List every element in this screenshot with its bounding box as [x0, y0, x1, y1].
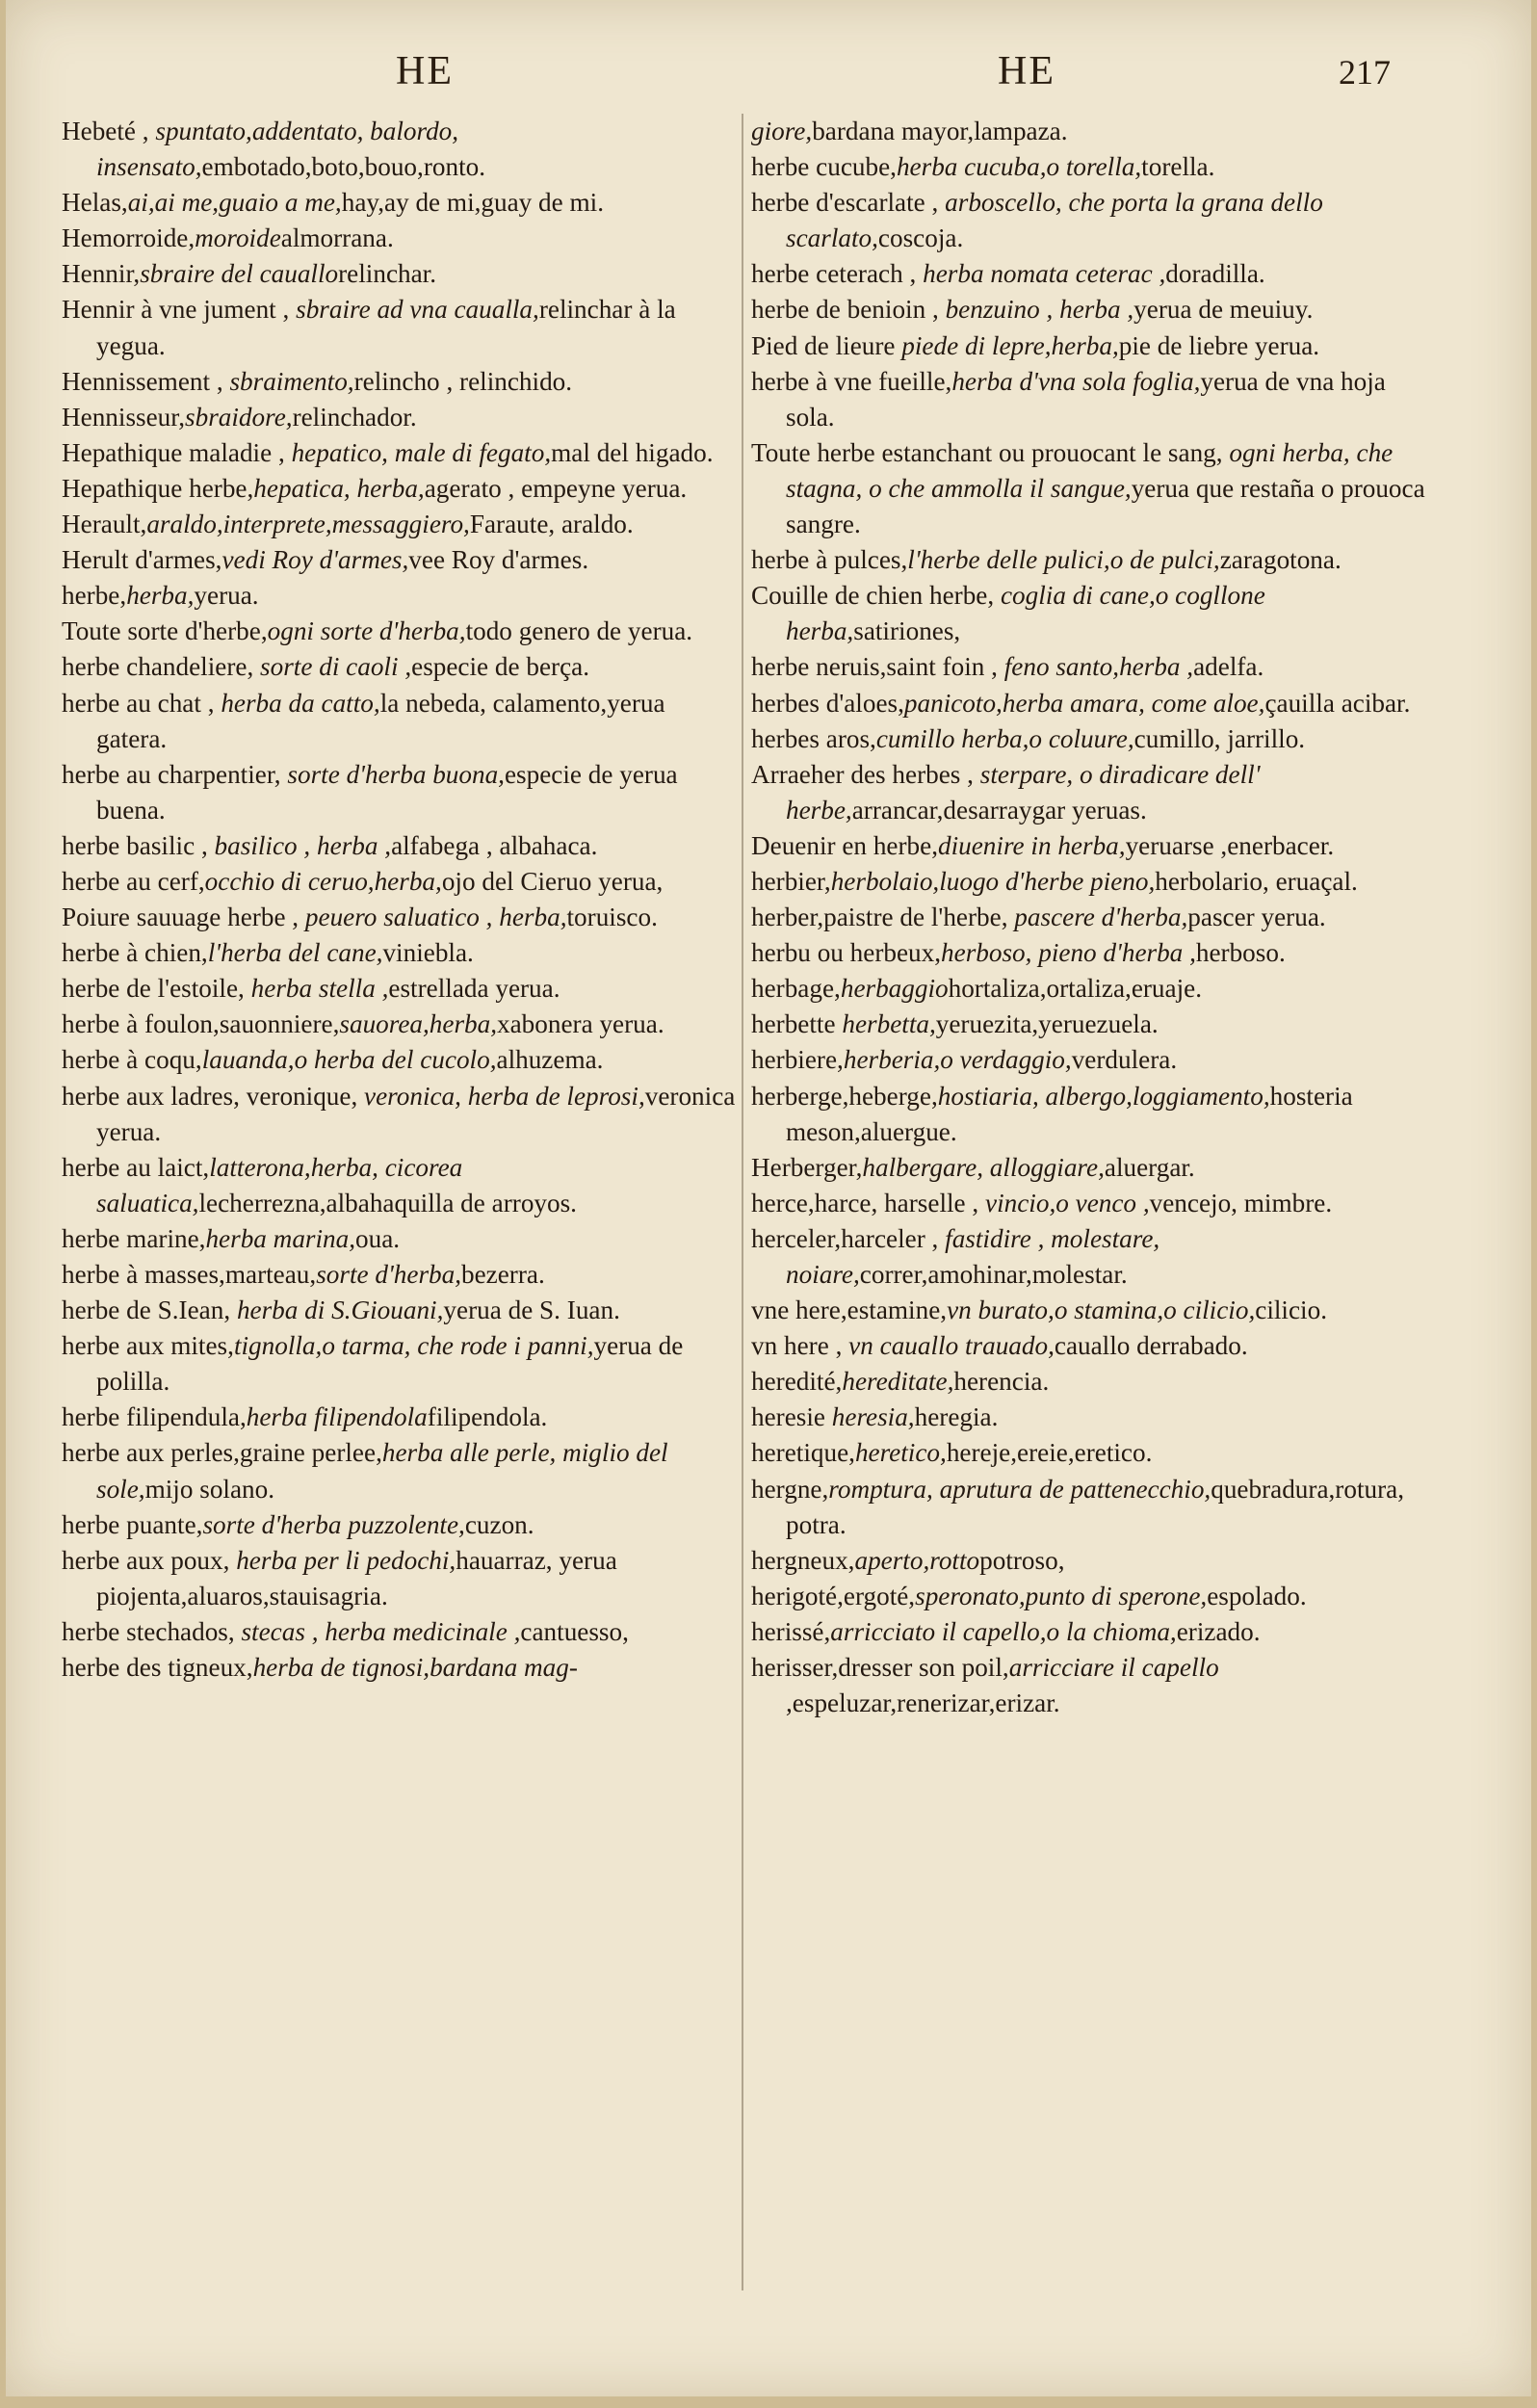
entry-italian: heretico, — [854, 1438, 947, 1468]
entry-italian: herberia,o verdaggio, — [843, 1045, 1072, 1075]
entry-spanish: cauallo derrabado. — [1054, 1331, 1248, 1361]
page-header — [6, 48, 1531, 106]
entry-headword: herbe ceterach , — [751, 259, 924, 289]
entry-headword: herbe des tigneux, — [62, 1653, 253, 1683]
entry-spanish: alfabega , albahaca. — [391, 830, 598, 860]
entry-spanish: yerua. — [194, 581, 259, 611]
entry-spanish: toruisco. — [566, 903, 658, 932]
entry-headword: herbier, — [751, 866, 831, 896]
entry-spanish: estrellada yerua. — [388, 974, 560, 1004]
dictionary-entry — [62, 1614, 736, 1650]
entry-spanish: especie de berça. — [411, 652, 590, 682]
entry-headword: herbe à pulces, — [751, 545, 908, 575]
entry-italian: sterpare, o diradicare dell' herbe, — [786, 759, 1261, 824]
dictionary-entry — [62, 578, 736, 614]
dictionary-entry — [62, 256, 736, 292]
entry-headword: herbe aux mites, — [62, 1331, 234, 1361]
dictionary-entry — [751, 900, 1425, 935]
entry-headword: hergne, — [751, 1474, 829, 1504]
entry-italian: herba de tignosi,bardana mag- — [252, 1653, 578, 1683]
entry-spanish: hay,ay de mi,guay de mi. — [341, 188, 605, 218]
dictionary-entry — [751, 1186, 1425, 1221]
entry-spanish: yeruezita,yeruezuela. — [935, 1009, 1159, 1039]
entry-italian: ai,ai me,guaio a me, — [127, 188, 342, 218]
right-column — [751, 114, 1425, 2290]
entry-spanish: espeluzar,renerizar,erizar. — [792, 1688, 1060, 1718]
entry-headword: heresie — [751, 1402, 832, 1432]
dictionary-entry — [751, 1007, 1425, 1042]
entry-headword: herbe à foulon,sauonniere, — [62, 1009, 340, 1039]
entry-headword: herbe aux ladres, veronique, — [62, 1081, 365, 1111]
entry-spanish: potroso, — [979, 1545, 1065, 1575]
entry-headword: herbe au chat , — [62, 688, 221, 718]
dictionary-entry — [62, 649, 736, 685]
entry-spanish: cuzon. — [464, 1509, 534, 1539]
entry-headword: hergneux, — [751, 1545, 855, 1575]
entry-headword: herbe cucube, — [751, 152, 897, 182]
dictionary-entry — [62, 1221, 736, 1257]
entry-spanish: quebradura,rotura, potra. — [786, 1474, 1405, 1539]
entry-headword: Hepathique maladie , — [62, 437, 292, 467]
entry-italian: feno santo,herba , — [1003, 652, 1194, 682]
entry-headword: herigoté,ergoté, — [751, 1581, 916, 1610]
entry-spanish: verdulera. — [1071, 1045, 1178, 1075]
dictionary-page — [6, 0, 1531, 2396]
entry-headword: Couille de chien herbe, — [751, 581, 1001, 611]
entry-italian: herboso, pieno d'herba , — [941, 938, 1196, 968]
entry-spanish: cantuesso, — [520, 1616, 629, 1646]
dictionary-entry — [751, 292, 1425, 327]
entry-italian: piede di lepre,herba, — [901, 330, 1119, 360]
entry-headword: Toute sorte d'herbe, — [62, 616, 268, 646]
entry-spanish: filipendola. — [427, 1402, 548, 1432]
dictionary-entry — [62, 900, 736, 935]
entry-italian: vn cauallo trauado, — [848, 1331, 1055, 1361]
dictionary-entry — [751, 828, 1425, 864]
dictionary-entry — [62, 292, 736, 363]
dictionary-entry — [751, 757, 1425, 828]
entry-italian: tignolla,o tarma, che rode i panni, — [233, 1331, 594, 1361]
entry-italian: vincio,o venco , — [985, 1188, 1150, 1217]
entry-italian: speronato,punto di sperone, — [915, 1581, 1208, 1610]
entry-headword: vn here , — [751, 1331, 849, 1361]
entry-spanish: espolado. — [1207, 1581, 1307, 1610]
entry-spanish: hosteria meson,aluergue. — [786, 1081, 1353, 1146]
entry-headword: herissé, — [751, 1616, 831, 1646]
entry-headword: vne here,estamine, — [751, 1296, 948, 1325]
entry-italian: peuero saluatico , herba, — [304, 903, 567, 932]
dictionary-entry — [751, 721, 1425, 757]
dictionary-entry — [62, 757, 736, 828]
entry-spanish: la nebeda, calamento,yerua gatera. — [96, 688, 665, 753]
entry-spanish: relinchador. — [292, 402, 417, 432]
dictionary-entry — [751, 256, 1425, 292]
entry-italian: l'herbe delle pulici,o de pulci, — [907, 545, 1220, 575]
entry-spanish: vee Roy d'armes. — [408, 545, 589, 575]
dictionary-entry — [62, 1507, 736, 1543]
entry-italian: vedi Roy d'armes, — [221, 545, 409, 575]
entry-headword: herbette — [751, 1009, 843, 1039]
entry-headword: Herberger, — [751, 1152, 863, 1182]
entry-spanish: bardana mayor,lampaza. — [812, 117, 1068, 145]
entry-italian: ogni sorte d'herba, — [267, 616, 466, 646]
entry-spanish: adelfa. — [1193, 652, 1264, 682]
dictionary-entry — [62, 1079, 736, 1150]
entry-headword: herbe au laict, — [62, 1152, 210, 1182]
entry-italian: arricciato il capello,o la chioma, — [830, 1616, 1177, 1646]
entry-headword: herbe à chien, — [62, 938, 208, 968]
entry-spanish: herencia. — [953, 1367, 1050, 1397]
entry-spanish: alhuzema. — [496, 1045, 604, 1075]
entry-italian: romptura, aprutura de pattenecchio, — [828, 1474, 1211, 1504]
entry-spanish: pie de liebre yerua. — [1118, 330, 1320, 360]
entry-headword: heretique, — [751, 1438, 855, 1468]
entry-spanish: yerua que restaña o prouoca sangre. — [786, 473, 1425, 539]
entry-spanish: cilicio. — [1255, 1296, 1327, 1325]
entry-italian: herba, — [126, 581, 195, 611]
entry-spanish: arrancar,desarraygar yeruas. — [851, 795, 1147, 824]
entry-italian: cumillo herba,o coluure, — [875, 723, 1134, 753]
dictionary-entry — [62, 471, 736, 507]
entry-headword: Hennissement , — [62, 366, 230, 396]
entry-spanish: lecherrezna,albahaquilla de arroyos. — [198, 1188, 577, 1217]
entry-italian: benzuino , herba , — [945, 295, 1134, 325]
entry-spanish: bezerra. — [461, 1260, 545, 1289]
dictionary-entry — [62, 1042, 736, 1078]
entry-spanish: yerua de S. Iuan. — [443, 1296, 620, 1325]
entry-spanish: vencejo, mimbre. — [1149, 1188, 1333, 1217]
entry-headword: herberge,heberge, — [751, 1081, 938, 1111]
entry-spanish: embotado,boto,bouo,ronto. — [201, 152, 486, 182]
entry-headword: Hennir, — [62, 259, 141, 289]
entry-italian: sbraidore, — [185, 402, 293, 432]
entry-italian: herbetta, — [842, 1009, 936, 1039]
dictionary-entry — [62, 686, 736, 757]
entry-spanish: çauilla acibar. — [1264, 688, 1411, 718]
dictionary-entry — [62, 1435, 736, 1506]
entry-headword: herbe à coqu, — [62, 1045, 202, 1075]
entry-italian: araldo,interprete,messaggiero, — [146, 510, 470, 539]
entry-italian: aperto,rotto — [854, 1545, 980, 1575]
entry-italian: herbolaio,luogo d'herbe pieno, — [830, 866, 1156, 896]
dictionary-entry — [751, 1400, 1425, 1435]
entry-headword: heredité, — [751, 1367, 843, 1397]
entry-headword: herbe basilic , — [62, 830, 215, 860]
dictionary-entry — [751, 364, 1425, 435]
entry-headword: Hemorroide, — [62, 223, 195, 253]
entry-italian: sbraire ad vna caualla, — [296, 295, 539, 325]
dictionary-entry — [751, 578, 1425, 649]
dictionary-entry — [62, 1293, 736, 1328]
entry-spanish: mijo solano. — [144, 1474, 275, 1504]
entry-spanish: coscoja. — [877, 223, 964, 253]
entry-italian: panicoto,herba amara, come aloe, — [903, 688, 1265, 718]
dictionary-entry — [751, 542, 1425, 578]
dictionary-entry — [751, 1614, 1425, 1650]
dictionary-entry — [751, 185, 1425, 256]
entry-spanish: agerato , empeyne yerua. — [424, 473, 688, 503]
dictionary-entry — [62, 400, 736, 435]
entry-italian: stecas , herba medicinale , — [241, 1616, 521, 1646]
entry-headword: herbes d'aloes, — [751, 688, 904, 718]
entry-italian: veronica, herba de leprosi, — [364, 1081, 645, 1111]
entry-italian: latterona,herba, cicorea saluatica, — [96, 1152, 463, 1217]
entry-headword: herbe stechados, — [62, 1616, 242, 1646]
dictionary-entry — [62, 507, 736, 542]
dictionary-entry — [62, 1007, 736, 1042]
dictionary-entry — [62, 935, 736, 971]
entry-italian: sauorea,herba, — [339, 1009, 498, 1039]
entry-spanish: relinchar à la yegua. — [96, 295, 676, 360]
entry-headword: Hebeté , — [62, 117, 156, 145]
entry-headword: herbe chandeliere, — [62, 652, 261, 682]
entry-spanish: especie de yerua buena. — [96, 759, 678, 824]
entry-spanish: yerua de meuiuy. — [1133, 295, 1314, 325]
entry-italian: l'herba del cane, — [207, 938, 383, 968]
dictionary-entry — [62, 1400, 736, 1435]
left-column — [62, 114, 736, 2290]
dictionary-entry — [62, 364, 736, 400]
dictionary-entry — [62, 435, 736, 471]
entry-spanish: cumillo, jarrillo. — [1133, 723, 1306, 753]
entry-italian: sorte d'herba puzzolente, — [202, 1509, 465, 1539]
entry-spanish: oua. — [355, 1223, 401, 1253]
entry-headword: Helas, — [62, 188, 128, 218]
entry-italian: spuntato,addentato, balordo, insensato, — [96, 117, 459, 182]
entry-headword: herbe aux perles,graine perlee, — [62, 1438, 382, 1468]
entry-italian: giore, — [751, 117, 813, 145]
entry-italian: hostiaria, albergo,loggiamento, — [937, 1081, 1270, 1111]
dictionary-entry — [751, 1472, 1425, 1543]
entry-spanish: zaragotona. — [1219, 545, 1342, 575]
dictionary-entry — [751, 686, 1425, 721]
entry-italian: sorte d'herba, — [316, 1260, 462, 1289]
entry-italian: arboscello, che porta la grana dello scarlato, — [786, 188, 1323, 253]
dictionary-entry — [751, 1650, 1425, 1721]
entry-headword: herbe de S.Iean, — [62, 1296, 237, 1325]
dictionary-entry — [62, 864, 736, 900]
entry-italian: sbraire del cauallo — [140, 259, 339, 289]
dictionary-entry — [751, 149, 1425, 185]
dictionary-entry — [751, 1364, 1425, 1400]
entry-italian: fastidire , molestare, noiare, — [786, 1223, 1160, 1289]
entry-spanish: hereje,ereie,eretico. — [946, 1438, 1153, 1468]
entry-italian: vn burato,o stamina,o cilicio, — [947, 1296, 1256, 1325]
entry-headword: herbe, — [62, 581, 127, 611]
entry-headword: herbe à masses,marteau, — [62, 1260, 317, 1289]
entry-spanish: ojo del Cieruo yerua, — [441, 866, 664, 896]
entry-headword: herbe aux poux, — [62, 1545, 237, 1575]
entry-spanish: almorrana. — [280, 223, 394, 253]
entry-italian: herba alle perle, miglio del sole, — [96, 1438, 668, 1504]
dictionary-entry — [751, 649, 1425, 685]
entry-italian: herbaggio — [840, 974, 949, 1004]
dictionary-entry — [751, 971, 1425, 1007]
entry-headword: Hennir à vne jument , — [62, 295, 297, 325]
dictionary-entry — [751, 1579, 1425, 1614]
dictionary-entry — [751, 864, 1425, 900]
entry-italian: pascere d'herba, — [1014, 903, 1188, 932]
dictionary-entry — [62, 221, 736, 256]
entry-spanish: aluergar. — [1104, 1152, 1195, 1182]
dictionary-entry — [62, 1150, 736, 1221]
dictionary-entry — [62, 828, 736, 864]
entry-spanish: erizado. — [1176, 1616, 1261, 1646]
entry-headword: herbes aros, — [751, 723, 876, 753]
entry-italian: diuenire in herba, — [938, 830, 1126, 860]
entry-headword: herbage, — [751, 974, 841, 1004]
entry-italian: ogni herba, che stagna, o che ammolla il sangue, — [786, 437, 1394, 503]
right-running-headword: HE — [998, 49, 1055, 93]
entry-italian: occhio di ceruo,herba, — [204, 866, 442, 896]
dictionary-entry — [62, 185, 736, 221]
dictionary-entry — [62, 1650, 736, 1686]
dictionary-entry — [62, 114, 736, 185]
dictionary-entry — [751, 1543, 1425, 1579]
entry-headword: herbe marine, — [62, 1223, 206, 1253]
entry-italian: coglia di cane,o cogllone herba, — [786, 581, 1265, 646]
entry-spanish: pascer yerua. — [1187, 903, 1326, 932]
entry-headword: Toute herbe estanchant ou prouocant le sang, — [751, 437, 1230, 467]
entry-italian: herba per li pedochi, — [236, 1545, 456, 1575]
entry-spanish: herboso. — [1195, 938, 1286, 968]
entry-italian: heresia, — [831, 1402, 915, 1432]
entry-headword: herbe d'escarlate , — [751, 188, 946, 218]
entry-italian: sorte d'herba buona, — [287, 759, 505, 789]
entry-headword: herceler,harceler , — [751, 1223, 946, 1253]
entry-headword: Pied de lieure — [751, 330, 902, 360]
dictionary-entry — [62, 971, 736, 1007]
entry-italian: halbergare, alloggiare, — [862, 1152, 1105, 1182]
entry-headword: Hepathique herbe, — [62, 473, 254, 503]
entry-headword: herbe à vne fueille, — [751, 366, 952, 396]
page-number: 217 — [1339, 53, 1391, 92]
entry-spanish: todo genero de yerua. — [465, 616, 693, 646]
entry-italian: herba cucuba,o torella, — [896, 152, 1142, 182]
dictionary-entry — [751, 1293, 1425, 1328]
entry-spanish: doradilla. — [1165, 259, 1265, 289]
dictionary-entry — [751, 1042, 1425, 1078]
entry-italian: herba da catto, — [221, 688, 380, 718]
dictionary-entry — [751, 1328, 1425, 1364]
entry-spanish: heregia. — [914, 1402, 999, 1432]
entry-spanish: satiriones, — [853, 616, 961, 646]
entry-spanish: hortaliza,ortaliza,eruaje. — [948, 974, 1203, 1004]
entry-spanish: correr,amohinar,molestar. — [859, 1260, 1128, 1289]
left-running-headword: HE — [396, 49, 454, 93]
entry-spanish: yerua de vna hoja sola. — [786, 366, 1386, 432]
entry-italian: hereditate, — [842, 1367, 954, 1397]
dictionary-entry — [751, 328, 1425, 364]
dictionary-entry — [62, 1257, 736, 1293]
entry-italian: hepatico, male di fegato, — [291, 437, 552, 467]
entry-headword: herbe neruis,saint foin , — [751, 652, 1004, 682]
entry-italian: lauanda,o herba del cucolo, — [201, 1045, 497, 1075]
entry-spanish: mal del higado. — [551, 437, 714, 467]
entry-headword: herbe de benioin , — [751, 295, 946, 325]
entry-italian: herba stella , — [250, 974, 389, 1004]
entry-headword: herce,harce, harselle , — [751, 1188, 986, 1217]
entry-spanish: torella. — [1141, 152, 1215, 182]
entry-headword: herbiere, — [751, 1045, 844, 1075]
dictionary-entry — [751, 114, 1425, 149]
entry-headword: Deuenir en herbe, — [751, 830, 938, 860]
entry-headword: herbe filipendula, — [62, 1402, 247, 1432]
entry-italian: hepatica, herba, — [253, 473, 425, 503]
entry-headword: Arraeher des herbes , — [751, 759, 980, 789]
entry-italian: herba nomata ceterac , — [923, 259, 1166, 289]
entry-headword: herber,paistre de l'herbe, — [751, 903, 1015, 932]
entry-headword: herbe de l'estoile, — [62, 974, 251, 1004]
entry-headword: herbu ou herbeux, — [751, 938, 942, 968]
entry-headword: herbe puante, — [62, 1509, 203, 1539]
entry-italian: herba d'vna sola foglia, — [951, 366, 1201, 396]
entry-italian: herba di S.Giouani, — [236, 1296, 444, 1325]
dictionary-entry — [62, 1328, 736, 1400]
entry-spanish: xabonera yerua. — [497, 1009, 664, 1039]
entry-spanish: Faraute, araldo. — [469, 510, 634, 539]
dictionary-entry — [751, 435, 1425, 542]
dictionary-entry — [62, 1543, 736, 1614]
entry-headword: Herult d'armes, — [62, 545, 222, 575]
entry-spanish: hauarraz, yerua piojenta,aluaros,stauisagria. — [96, 1545, 617, 1610]
entry-headword: herbe au charpentier, — [62, 759, 288, 789]
dictionary-entry — [62, 614, 736, 649]
dictionary-entry — [751, 935, 1425, 971]
dictionary-entry — [751, 1221, 1425, 1293]
column-divider — [742, 114, 743, 2290]
entry-spanish: yerua de polilla. — [96, 1331, 684, 1397]
entry-italian: arricciare il capello , — [786, 1653, 1219, 1718]
entry-spanish: yeruarse ,enerbacer. — [1125, 830, 1335, 860]
entry-italian: basilico , herba , — [214, 830, 392, 860]
entry-spanish: viniebla. — [382, 938, 474, 968]
entry-headword: Hennisseur, — [62, 402, 186, 432]
entry-italian: sorte di caoli , — [260, 652, 412, 682]
entry-spanish: relinchar. — [338, 259, 437, 289]
entry-italian: herba marina, — [205, 1223, 356, 1253]
dictionary-entry — [751, 1150, 1425, 1186]
entry-spanish: herbolario, eruaçal. — [1155, 866, 1358, 896]
dictionary-entry — [751, 1079, 1425, 1150]
entry-italian: herba filipendola — [246, 1402, 428, 1432]
entry-headword: Herault, — [62, 510, 147, 539]
dictionary-entry — [751, 1435, 1425, 1471]
entry-italian: sbraimento, — [229, 366, 354, 396]
entry-headword: herbe au cerf, — [62, 866, 205, 896]
dictionary-entry — [62, 542, 736, 578]
entry-headword: Poiure sauuage herbe , — [62, 903, 305, 932]
entry-spanish: veronica yerua. — [96, 1081, 736, 1146]
entry-spanish: relincho , relinchido. — [353, 366, 573, 396]
entry-headword: herisser,dresser son poil, — [751, 1653, 1009, 1683]
entry-italian: moroide — [195, 223, 281, 253]
